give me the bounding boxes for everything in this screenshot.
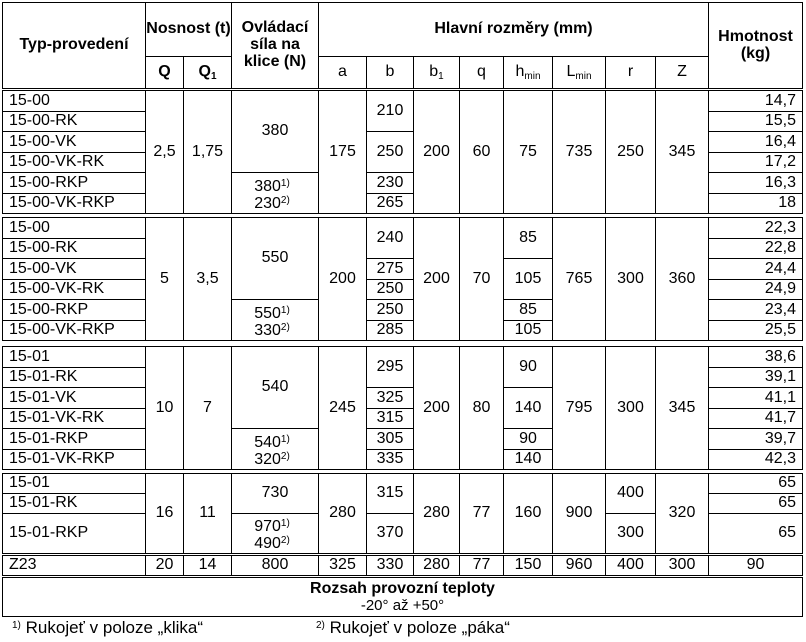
header-hlavni: Hlavní rozměry (mm) — [318, 2, 709, 57]
force-2-mark: 2) — [280, 535, 290, 547]
b-cell: 275 — [366, 258, 414, 280]
q1-label-sub: 1 — [210, 71, 217, 83]
footnotes — [2, 616, 802, 640]
q1-cell: 1,75 — [183, 90, 232, 214]
mass-cell: 15,5 — [708, 111, 803, 132]
header-hmin — [503, 56, 553, 89]
type-cell: 15-00 — [2, 90, 146, 112]
force-1-value: 550 — [254, 305, 281, 323]
force-1-mark: 1) — [280, 178, 290, 190]
type-cell: 15-00-VK — [2, 258, 146, 280]
b1-cell: 200 — [413, 217, 460, 341]
type-cell: 15-00-RK — [2, 111, 146, 132]
lmin-cell: 900 — [552, 473, 606, 554]
force-2 — [254, 322, 290, 339]
type-cell: 15-00-RKP — [2, 172, 146, 194]
r-cell: 400 — [605, 473, 656, 514]
hmin-cell: 85 — [503, 217, 553, 259]
force-cell: 550 — [231, 217, 319, 300]
lmin-label-sub: min — [575, 71, 592, 83]
q-dim-cell: 60 — [459, 90, 504, 214]
type-cell: 15-00-VK-RKP — [2, 193, 146, 214]
hmin-label — [515, 64, 540, 81]
header-z: Z — [655, 56, 709, 89]
b1-cell: 280 — [413, 555, 460, 576]
force-1-mark: 1) — [280, 518, 290, 530]
force-2-value: 330 — [254, 322, 281, 340]
force-rkp-cell — [231, 299, 319, 341]
header-hmotnost: Hmotnost (kg) — [708, 2, 803, 89]
lmin-cell: 735 — [552, 90, 606, 214]
mass-cell: 24,9 — [708, 279, 803, 300]
force-2 — [254, 535, 290, 552]
mass-cell: 39,1 — [708, 367, 803, 388]
b1-cell: 280 — [413, 473, 460, 554]
mass-cell: 25,5 — [708, 320, 803, 341]
mass-cell: 22,3 — [708, 217, 803, 239]
b-cell: 325 — [366, 387, 414, 409]
parameters-table — [2, 2, 802, 616]
q1-cell: 14 — [183, 555, 232, 576]
q-dim-cell: 77 — [459, 555, 504, 576]
b-cell: 210 — [366, 90, 414, 132]
force-1-value: 970 — [254, 518, 281, 536]
mass-cell: 65 — [708, 493, 803, 514]
footnote-2-mark: 2) — [316, 620, 325, 631]
q-cell: 16 — [145, 473, 184, 554]
footnote-2 — [316, 618, 510, 638]
header-typ: Typ-provedení — [2, 2, 146, 89]
force-2 — [254, 195, 290, 212]
mass-cell: 16,3 — [708, 172, 803, 194]
type-cell: 15-01-VK — [2, 387, 146, 409]
b-cell: 250 — [366, 299, 414, 321]
hmin-cell: 85 — [503, 299, 553, 321]
mass-cell: 65 — [708, 473, 803, 494]
header-q1 — [183, 56, 232, 89]
header-b1 — [413, 56, 460, 89]
force-cell: 540 — [231, 346, 319, 429]
b1-cell: 200 — [413, 346, 460, 470]
mass-cell: 22,8 — [708, 238, 803, 259]
z-cell: 345 — [655, 346, 709, 470]
temperature-range — [2, 577, 803, 617]
a-cell: 200 — [318, 217, 367, 341]
mass-cell: 17,2 — [708, 152, 803, 173]
q-dim-cell: 80 — [459, 346, 504, 470]
mass-cell: 24,4 — [708, 258, 803, 280]
b1-label — [429, 64, 443, 81]
type-cell: 15-00-VK-RK — [2, 152, 146, 173]
q1-label-base: Q — [198, 63, 211, 81]
b1-label-sub: 1 — [438, 71, 444, 83]
header-q-dim: q — [459, 56, 504, 89]
lmin-cell: 960 — [552, 555, 606, 576]
b-cell: 250 — [366, 279, 414, 300]
z-cell: 320 — [655, 473, 709, 554]
header-q: Q — [145, 56, 184, 89]
type-cell: 15-00-VK-RKP — [2, 320, 146, 341]
force-1 — [254, 434, 290, 451]
a-cell: 175 — [318, 90, 367, 214]
b-cell: 315 — [366, 408, 414, 429]
type-cell: 15-01-RKP — [2, 513, 146, 554]
a-cell: 245 — [318, 346, 367, 470]
lmin-label — [566, 64, 591, 81]
mass-cell: 14,7 — [708, 90, 803, 112]
header-b: b — [366, 56, 414, 89]
type-cell: 15-00-RKP — [2, 299, 146, 321]
hmin-cell: 90 — [503, 428, 553, 450]
header-a: a — [318, 56, 367, 89]
q-dim-cell: 77 — [459, 473, 504, 554]
q-cell: 2,5 — [145, 90, 184, 214]
header-ovladaci: Ovládací síla na klice (N) — [231, 2, 319, 89]
lmin-cell: 765 — [552, 217, 606, 341]
footnote-1-text: Rukojeť v poloze „klika“ — [20, 618, 204, 637]
z-cell: 345 — [655, 90, 709, 214]
footnote-1 — [12, 618, 203, 638]
type-cell: 15-01-VK-RK — [2, 408, 146, 429]
r-cell: 250 — [605, 90, 656, 214]
b-cell: 305 — [366, 428, 414, 450]
force-1-mark: 1) — [280, 434, 290, 446]
type-cell: 15-00-RK — [2, 238, 146, 259]
hmin-cell: 150 — [503, 555, 553, 576]
z-cell: 300 — [655, 555, 709, 576]
a-cell: 325 — [318, 555, 367, 576]
mass-cell: 38,6 — [708, 346, 803, 368]
z-cell: 360 — [655, 217, 709, 341]
force-cell: 380 — [231, 90, 319, 173]
q-cell: 20 — [145, 555, 184, 576]
hmin-cell: 105 — [503, 320, 553, 341]
type-cell: 15-00-VK-RK — [2, 279, 146, 300]
force-2 — [254, 451, 290, 468]
footnote-2-text: Rukojeť v poloze „páka“ — [324, 618, 510, 637]
b-cell: 330 — [366, 555, 414, 576]
type-cell: 15-01 — [2, 473, 146, 494]
mass-cell: 41,1 — [708, 387, 803, 409]
b-cell: 370 — [366, 513, 414, 554]
mass-cell: 90 — [708, 555, 803, 576]
temperature-title: Rozsah provozní teploty — [310, 579, 495, 597]
type-cell: Z23 — [2, 555, 146, 576]
type-cell: 15-01-VK-RKP — [2, 449, 146, 470]
type-cell: 15-01-RKP — [2, 428, 146, 450]
force-1-value: 380 — [254, 178, 281, 196]
hmin-label-base: h — [515, 63, 525, 81]
force-2-mark: 2) — [280, 322, 290, 334]
force-rkp-cell — [231, 513, 319, 554]
hmin-cell: 105 — [503, 258, 553, 300]
lmin-label-base: L — [566, 63, 576, 81]
mass-cell: 18 — [708, 193, 803, 214]
hmin-label-sub: min — [524, 71, 541, 83]
type-cell: 15-01 — [2, 346, 146, 368]
b-cell: 295 — [366, 346, 414, 388]
q-cell: 5 — [145, 217, 184, 341]
r-cell: 300 — [605, 513, 656, 554]
mass-cell: 16,4 — [708, 131, 803, 153]
hmin-cell: 160 — [503, 473, 553, 554]
force-cell: 800 — [231, 555, 319, 576]
mass-cell: 41,7 — [708, 408, 803, 429]
header-lmin — [552, 56, 606, 89]
q1-cell: 11 — [183, 473, 232, 554]
type-cell: 15-00-VK — [2, 131, 146, 153]
b-cell: 230 — [366, 172, 414, 194]
mass-cell: 42,3 — [708, 449, 803, 470]
mass-cell: 23,4 — [708, 299, 803, 321]
r-cell: 400 — [605, 555, 656, 576]
force-1 — [254, 518, 290, 535]
q-dim-cell: 70 — [459, 217, 504, 341]
r-cell: 300 — [605, 346, 656, 470]
force-1 — [254, 178, 290, 195]
b1-cell: 200 — [413, 90, 460, 214]
force-2-value: 320 — [254, 451, 281, 469]
b1-label-base: b — [429, 63, 439, 81]
force-1 — [254, 305, 290, 322]
hmin-cell: 75 — [503, 90, 553, 214]
hmin-cell: 140 — [503, 387, 553, 429]
type-cell: 15-00 — [2, 217, 146, 239]
hmin-cell: 90 — [503, 346, 553, 388]
b-cell: 315 — [366, 473, 414, 514]
q1-label — [198, 64, 216, 81]
force-2-value: 230 — [254, 195, 281, 213]
q1-cell: 3,5 — [183, 217, 232, 341]
force-1-mark: 1) — [280, 305, 290, 317]
mass-cell: 65 — [708, 513, 803, 554]
a-cell: 280 — [318, 473, 367, 554]
header-r: r — [605, 56, 656, 89]
q-cell: 10 — [145, 346, 184, 470]
force-cell: 730 — [231, 473, 319, 514]
temperature-value: -20° až +50° — [360, 596, 445, 614]
b-cell: 335 — [366, 449, 414, 470]
footnote-1-mark: 1) — [12, 620, 21, 631]
force-rkp-cell — [231, 428, 319, 470]
r-cell: 300 — [605, 217, 656, 341]
b-cell: 240 — [366, 217, 414, 259]
header-nosnost: Nosnost (t) — [145, 2, 232, 57]
b-cell: 250 — [366, 131, 414, 173]
q1-cell: 7 — [183, 346, 232, 470]
mass-cell: 39,7 — [708, 428, 803, 450]
hmin-cell: 140 — [503, 449, 553, 470]
lmin-cell: 795 — [552, 346, 606, 470]
b-cell: 285 — [366, 320, 414, 341]
b-cell: 265 — [366, 193, 414, 214]
force-2-mark: 2) — [280, 451, 290, 463]
force-2-mark: 2) — [280, 195, 290, 207]
type-cell: 15-01-RK — [2, 367, 146, 388]
type-cell: 15-01-RK — [2, 493, 146, 514]
force-1-value: 540 — [254, 434, 281, 452]
force-2-value: 490 — [254, 535, 281, 553]
force-rkp-cell — [231, 172, 319, 214]
